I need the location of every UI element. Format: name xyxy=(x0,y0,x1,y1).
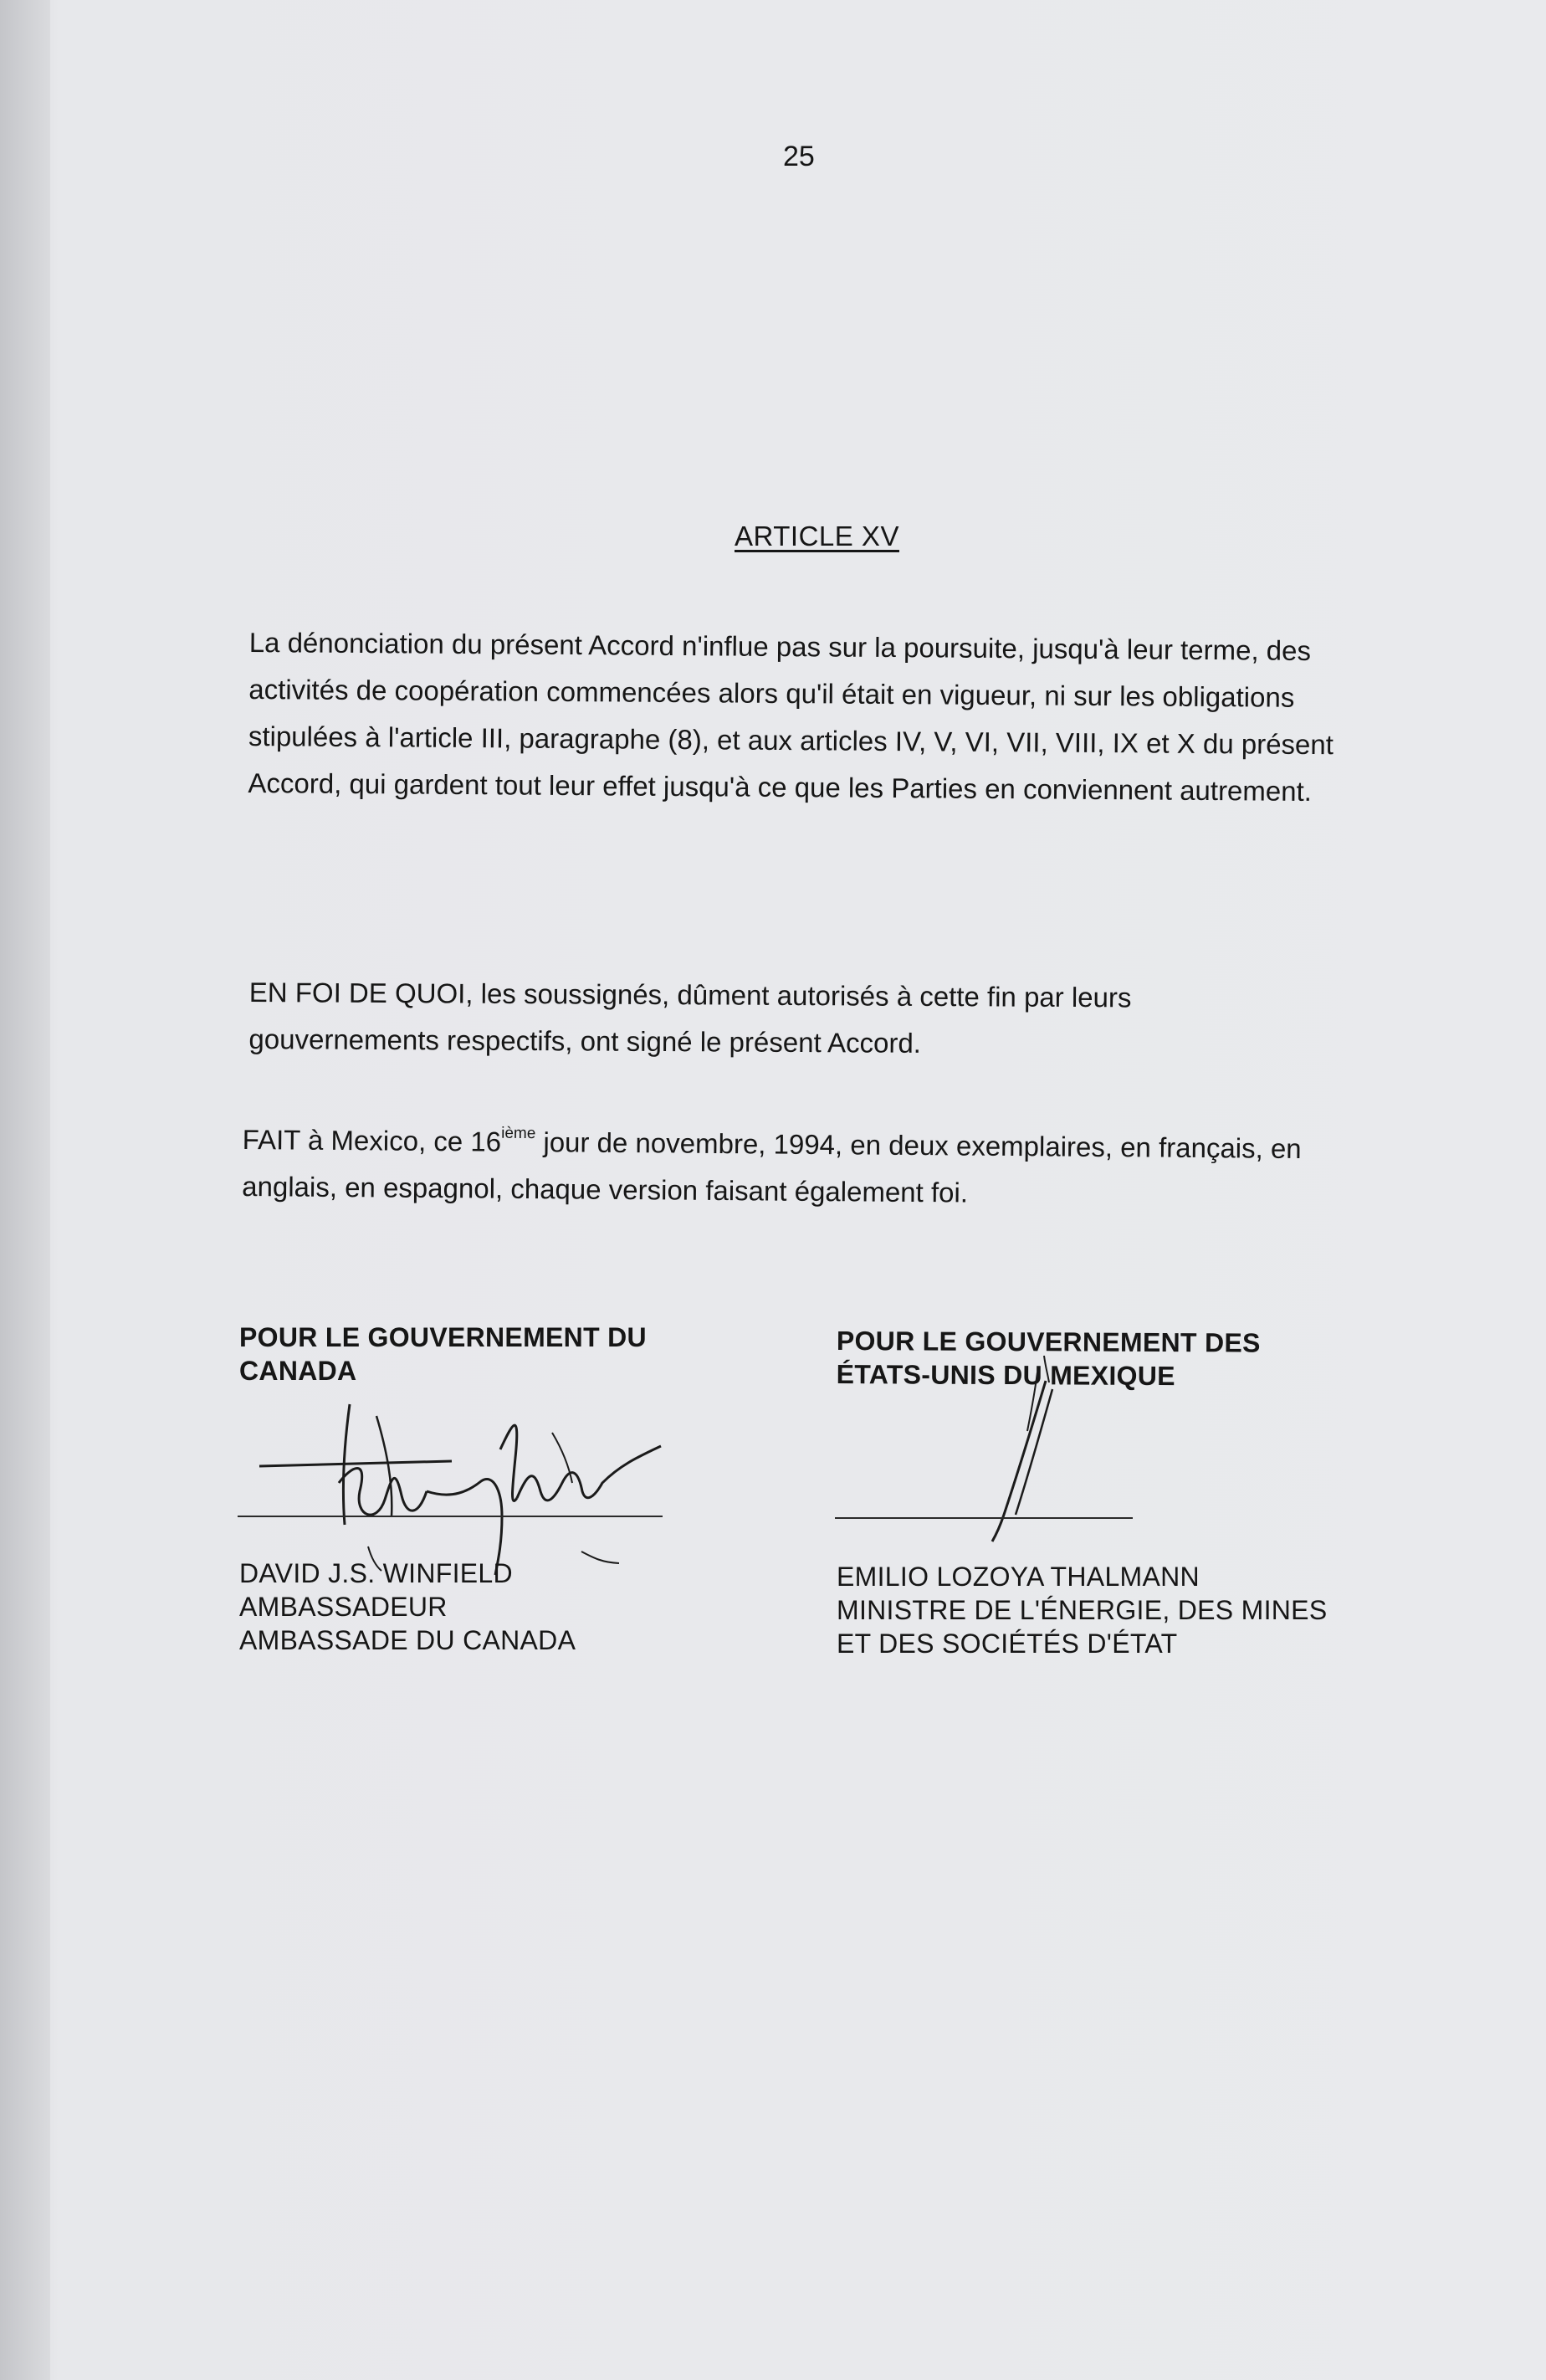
binding-spine xyxy=(0,0,50,2380)
mexico-signatory-office: ET DES SOCIÉTÉS D'ÉTAT xyxy=(837,1629,1178,1659)
article-title: ARTICLE XV xyxy=(735,521,899,551)
mexico-signature xyxy=(954,1322,1062,1548)
canada-signature-line xyxy=(238,1516,663,1517)
mexico-signatory-title: MINISTRE DE L'ÉNERGIE, DES MINES xyxy=(837,1595,1328,1625)
gov-right-line1: POUR LE GOUVERNEMENT DES xyxy=(836,1326,1261,1358)
canada-signatory-office: AMBASSADE DU CANADA xyxy=(239,1625,576,1655)
ordinal-suffix: ième xyxy=(501,1124,536,1143)
done-at-text-start: FAIT à Mexico, ce 16 xyxy=(242,1123,502,1157)
gov-left-line1: POUR LE GOUVERNEMENT DU xyxy=(239,1322,647,1352)
canada-signature xyxy=(251,1399,686,1583)
canada-signatory-title: AMBASSADEUR xyxy=(239,1592,448,1622)
mexico-signatory-block xyxy=(837,1560,1372,1660)
done-at-text-end: jour de novembre, 1994, en deux exemplaires, en français, en anglais, en espagnol, chaque version faisant également foi. xyxy=(242,1126,1302,1208)
mexico-signature-line xyxy=(835,1517,1133,1519)
gov-left-line2: CANADA xyxy=(239,1356,357,1386)
mexico-signatory-name: EMILIO LOZOYA THALMANN xyxy=(837,1562,1200,1592)
canada-signatory-name: DAVID J.S. WINFIELD xyxy=(239,1558,513,1588)
termination-paragraph: La dénonciation du présent Accord n'influe pas sur la poursuite, jusqu'à leur terme, des activités de coopération commencées alors qu'il était en vigueur, ni sur les obligations stipulées à l'article III, paragraphe (8), et aux articles IV, V, VI, VII, VIII, IX et X du présent Accord, qui gardent tout leur effet jusqu'à ce que les Parties en conviennent autrement. xyxy=(248,626,1334,807)
government-of-mexico-heading xyxy=(837,1324,1355,1393)
canada-signatory-block xyxy=(239,1557,691,1657)
government-of-canada-heading xyxy=(239,1321,708,1387)
page-number: 25 xyxy=(783,141,815,172)
done-at-paragraph xyxy=(242,1116,1355,1220)
in-witness-paragraph: EN FOI DE QUOI, les soussignés, dûment autorisés à cette fin par leurs gouvernements respectifs, ont signé le présent Accord. xyxy=(248,976,1132,1059)
gov-right-line2: ÉTATS-UNIS DU MEXIQUE xyxy=(836,1358,1175,1392)
